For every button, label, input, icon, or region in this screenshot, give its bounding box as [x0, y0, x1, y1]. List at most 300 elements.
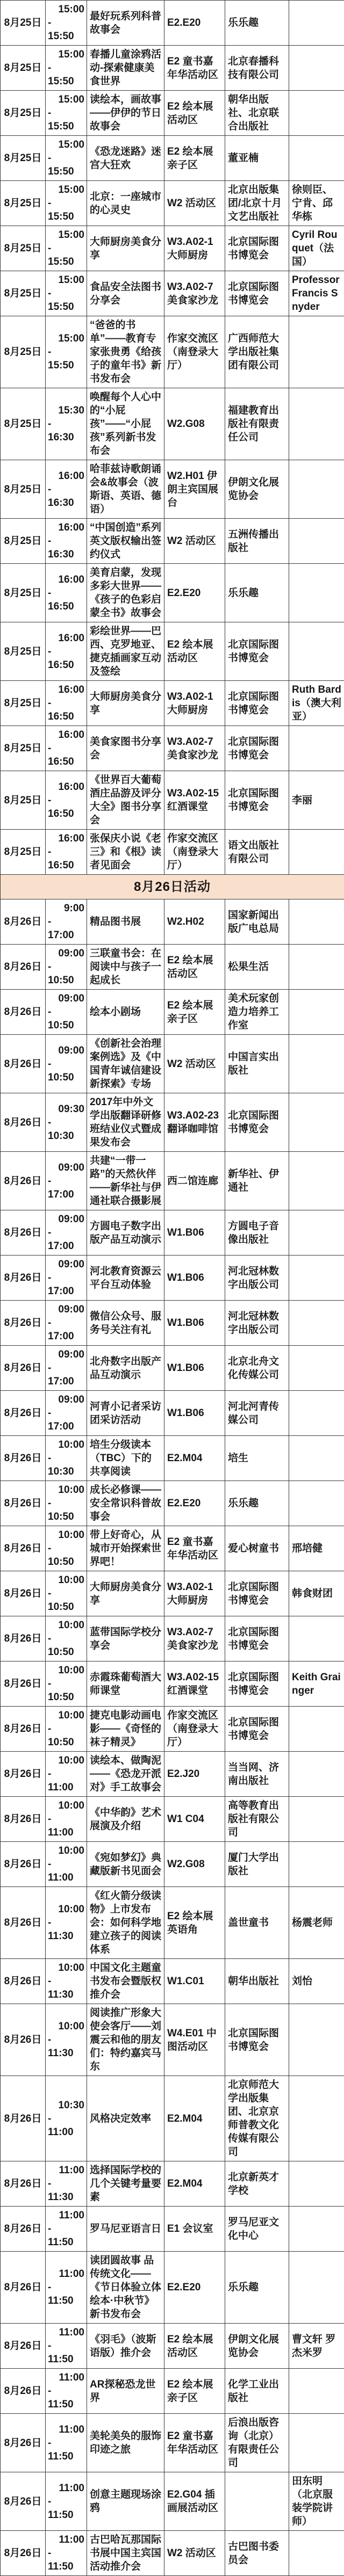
date-cell: 8月26日 — [1, 1616, 46, 1661]
time-end: 10:50 — [48, 1510, 84, 1523]
time-separator: - — [48, 1916, 84, 1929]
time-cell — [46, 1, 87, 46]
time-end: 11:50 — [48, 2294, 84, 2307]
guest-cell: 邢培健 — [289, 1526, 344, 1571]
time-separator: - — [48, 483, 84, 496]
location-cell: W2 活动区 — [164, 1035, 225, 1093]
event-cell: 《中华韵》艺术展演及介绍 — [87, 1797, 164, 1842]
time-separator: - — [48, 1812, 84, 1826]
event-cell: 方圆电子数字出版产品互动演示 — [87, 1210, 164, 1256]
time-end: 11:30 — [48, 2190, 84, 2204]
location-cell: W2.G08 — [164, 1842, 225, 1887]
table-row — [1, 1152, 344, 1210]
organizer-cell: 新华社、伊通社 — [225, 1152, 289, 1210]
guest-cell — [289, 1256, 344, 1301]
time-cell — [46, 1301, 87, 1346]
guest-cell — [289, 1301, 344, 1346]
time-end: 16:50 — [48, 658, 84, 672]
time-end: 17:00 — [48, 1239, 84, 1253]
event-cell: 《红火箭分级读物》上市发布会：如何科学地建立孩子的阅读体系 — [87, 1887, 164, 1959]
time-start: 16:00 — [48, 780, 84, 794]
time-cell — [46, 1616, 87, 1661]
date-cell: 8月25日 — [1, 271, 46, 316]
location-cell: W3.A02-1 大师厨房 — [164, 226, 225, 271]
guest-cell: 杨震老师 — [289, 1887, 344, 1959]
time-separator: - — [48, 2339, 84, 2353]
date-cell: 8月26日 — [1, 1707, 46, 1752]
date-cell: 8月26日 — [1, 1346, 46, 1391]
guest-cell — [289, 46, 344, 91]
time-separator: - — [48, 1975, 84, 1988]
location-cell: W1 C04 — [164, 1797, 225, 1842]
time-start: 09:00 — [48, 1161, 84, 1174]
event-cell: 读团圆故事 品传统文化——《节日体验立体绘本·中秋节》新书发布会 — [87, 2252, 164, 2324]
time-separator: - — [48, 2436, 84, 2450]
location-cell: E2.E20 — [164, 564, 225, 622]
guest-cell — [289, 519, 344, 564]
time-start: 10:00 — [48, 1573, 84, 1587]
time-cell — [46, 1661, 87, 1707]
date-cell: 8月26日 — [1, 899, 46, 945]
time-end: 11:50 — [48, 2450, 84, 2463]
time-cell — [46, 1256, 87, 1301]
time-cell — [46, 564, 87, 622]
time-end: 17:00 — [48, 1375, 84, 1388]
time-end: 10:50 — [48, 1600, 84, 1614]
time-cell — [46, 1887, 87, 1959]
table-row — [1, 945, 344, 990]
date-cell: 8月26日 — [1, 2472, 46, 2531]
time-start: 10:00 — [48, 1709, 84, 1722]
guest-cell — [289, 1707, 344, 1752]
time-start: 15:00 — [48, 138, 84, 151]
organizer-cell: 中国言实出版社 — [225, 1035, 289, 1093]
guest-cell: 刘怡 — [289, 1959, 344, 2004]
organizer-cell: 培生 — [225, 1436, 289, 1481]
date-cell: 8月25日 — [1, 181, 46, 226]
time-start: 15:00 — [48, 3, 84, 16]
organizer-cell: 伊朗文化展览协会 — [225, 460, 289, 519]
time-start: 10:00 — [48, 1664, 84, 1677]
table-row — [1, 726, 344, 771]
time-end: 15:50 — [48, 75, 84, 88]
event-cell: 三联童书会：在阅读中与孩子一起成长 — [87, 945, 164, 990]
time-cell — [46, 990, 87, 1035]
time-end: 17:00 — [48, 1420, 84, 1433]
guest-cell — [289, 945, 344, 990]
organizer-cell: 松果生活 — [225, 945, 289, 990]
time-cell — [46, 1391, 87, 1436]
location-cell: E2 绘本展英语角 — [164, 1887, 225, 1959]
table-row — [1, 1391, 344, 1436]
table-row — [1, 2369, 344, 2414]
time-end: 17:00 — [48, 1188, 84, 1201]
table-row — [1, 1210, 344, 1256]
event-cell: 《宛如梦幻》典藏版新书见面会 — [87, 1842, 164, 1887]
time-start: 16:00 — [48, 683, 84, 696]
table-row — [1, 1301, 344, 1346]
date-cell: 8月26日 — [1, 1301, 46, 1346]
location-cell: W3.A02-1 大师厨房 — [164, 681, 225, 726]
organizer-cell: 罗马尼亚文化中心 — [225, 2207, 289, 2252]
time-cell — [46, 622, 87, 681]
event-cell: 北舟数字出版产品互动演示 — [87, 1346, 164, 1391]
date-cell: 8月26日 — [1, 1797, 46, 1842]
date-cell: 8月25日 — [1, 771, 46, 830]
date-cell: 8月25日 — [1, 622, 46, 681]
date-cell: 8月26日 — [1, 1256, 46, 1301]
organizer-cell: 乐乐趣 — [225, 2252, 289, 2324]
time-separator: - — [48, 1497, 84, 1510]
organizer-cell: 乐乐趣 — [225, 564, 289, 622]
time-cell — [46, 1526, 87, 1571]
organizer-cell: 当当网、济南出版社 — [225, 1752, 289, 1797]
time-separator: - — [48, 61, 84, 75]
time-end: 11:50 — [48, 2236, 84, 2249]
time-cell — [46, 2252, 87, 2324]
time-separator: - — [48, 960, 84, 974]
organizer-cell: 北京国际图书博览会 — [225, 681, 289, 726]
time-start: 09:00 — [48, 1213, 84, 1226]
time-separator: - — [48, 1542, 84, 1555]
time-start: 15:00 — [48, 228, 84, 242]
event-cell: 微信公众号、服务号关注有礼 — [87, 1301, 164, 1346]
date-cell: 8月25日 — [1, 316, 46, 388]
location-cell: 作家交流区（南登录大厅） — [164, 1707, 225, 1752]
time-separator: - — [48, 2112, 84, 2125]
time-end: 15:50 — [48, 120, 84, 133]
time-cell — [46, 1797, 87, 1842]
time-cell — [46, 2207, 87, 2252]
time-start: 10:00 — [48, 1903, 84, 1916]
date-cell: 8月26日 — [1, 1035, 46, 1093]
event-cell: 大师厨房美食分享 — [87, 1571, 164, 1616]
table-row — [1, 2531, 344, 2576]
time-cell — [46, 1152, 87, 1210]
event-cell: 罗马尼亚语言日 — [87, 2207, 164, 2252]
table-row — [1, 1797, 344, 1842]
guest-cell: 曹文轩 罗杰米罗 — [289, 2324, 344, 2369]
guest-cell — [289, 622, 344, 681]
organizer-cell: 爱心树童书 — [225, 1526, 289, 1571]
time-start: 11:00 — [48, 2481, 84, 2495]
event-cell: 美育启蒙，发现多彩大世界——《孩子的色彩启蒙全书》故事会 — [87, 564, 164, 622]
date-cell: 8月26日 — [1, 2324, 46, 2369]
time-end: 11:50 — [48, 2508, 84, 2522]
location-cell: W4.E01 中图活动区 — [164, 2004, 225, 2076]
time-end: 11:30 — [48, 1988, 84, 2001]
time-end: 10:50 — [48, 1690, 84, 1704]
time-separator: - — [48, 1116, 84, 1129]
event-cell: 蓝带国际学校分享会 — [87, 1616, 164, 1661]
location-cell: W1.B06 — [164, 1391, 225, 1436]
location-cell: E2 童书嘉年华活动区 — [164, 2414, 225, 2472]
time-separator: - — [48, 106, 84, 120]
organizer-cell: 朝华出版社 — [225, 1959, 289, 2004]
table-row — [1, 899, 344, 945]
event-cell: 河青小记者采访团采访活动 — [87, 1391, 164, 1436]
date-cell: 8月26日 — [1, 1210, 46, 1256]
event-cell: 春播儿童涂鸦活动-探索健康美食世界 — [87, 46, 164, 91]
time-end: 16:50 — [48, 859, 84, 872]
time-separator: - — [48, 915, 84, 928]
time-start: 16:00 — [48, 728, 84, 742]
date-cell: 8月26日 — [1, 1152, 46, 1210]
time-start: 9:00 — [48, 902, 84, 915]
table-row — [1, 2076, 344, 2161]
organizer-cell: 盖世童书 — [225, 1887, 289, 1959]
location-cell: E2 童书嘉年华活动区 — [164, 1526, 225, 1571]
location-cell: 作家交流区（南登录大厅） — [164, 830, 225, 875]
organizer-cell: 河北冠林数字出版公司 — [225, 1301, 289, 1346]
time-end: 10:50 — [48, 1071, 84, 1084]
time-separator: - — [48, 845, 84, 859]
time-end: 10:50 — [48, 1019, 84, 1032]
time-end: 17:00 — [48, 1285, 84, 1298]
organizer-cell — [225, 2472, 289, 2531]
event-cell: 选择国际学校的几个关键考量要素 — [87, 2161, 164, 2207]
event-cell: 美轮美奂的服饰印迹之旅 — [87, 2414, 164, 2472]
date-cell: 8月25日 — [1, 91, 46, 136]
event-cell: “爸爸的书单”——教育专家张贵勇《给孩子的童年书》新书发布会 — [87, 316, 164, 388]
time-start: 10:00 — [48, 1844, 84, 1857]
event-cell: 读绘本，画故事——伊伊的节日故事会 — [87, 91, 164, 136]
organizer-cell: 北京国际图书博览会 — [225, 1616, 289, 1661]
date-cell: 8月26日 — [1, 2076, 46, 2161]
guest-cell — [289, 1752, 344, 1797]
time-start: 15:30 — [48, 404, 84, 417]
time-end: 10:50 — [48, 1555, 84, 1569]
guest-cell — [289, 830, 344, 875]
organizer-cell: 北京出版集团/北京十月文艺出版社 — [225, 181, 289, 226]
time-cell — [46, 2531, 87, 2576]
time-cell — [46, 2004, 87, 2076]
section-header-day26: 8月26日活动 — [1, 875, 344, 899]
time-end: 15:50 — [48, 165, 84, 178]
guest-cell — [289, 1, 344, 46]
time-separator: - — [48, 1005, 84, 1019]
organizer-cell: 北京国际图书博览会 — [225, 1707, 289, 1752]
time-end: 11:50 — [48, 2398, 84, 2411]
time-start: 11:00 — [48, 2267, 84, 2281]
time-separator: - — [48, 534, 84, 548]
event-cell: 成长必修课——安全常识科普故事会 — [87, 1481, 164, 1526]
time-start: 10:00 — [48, 2020, 84, 2033]
guest-cell: 田东明（北京服装学院讲师） — [289, 2472, 344, 2531]
event-cell: 大师厨房美食分享 — [87, 226, 164, 271]
date-cell: 8月26日 — [1, 1959, 46, 2004]
organizer-cell: 乐乐趣 — [225, 1481, 289, 1526]
time-start: 16:00 — [48, 832, 84, 845]
location-cell: E2 童书嘉年华活动区 — [164, 46, 225, 91]
organizer-cell: 北京国际图书博览会 — [225, 271, 289, 316]
time-start: 10:00 — [48, 1528, 84, 1542]
guest-cell — [289, 1391, 344, 1436]
guest-cell — [289, 564, 344, 622]
guest-cell — [289, 91, 344, 136]
date-cell: 8月25日 — [1, 460, 46, 519]
table-row — [1, 460, 344, 519]
organizer-cell: 河北冠林数字出版公司 — [225, 1256, 289, 1301]
date-cell: 8月26日 — [1, 2161, 46, 2207]
time-end: 11:00 — [48, 1871, 84, 1884]
table-row — [1, 91, 344, 136]
location-cell: W1.B06 — [164, 1210, 225, 1256]
organizer-cell: 北京国际图书博览会 — [225, 2004, 289, 2076]
time-cell — [46, 46, 87, 91]
location-cell: E2.J20 — [164, 1752, 225, 1797]
time-separator: - — [48, 645, 84, 658]
date-cell: 8月25日 — [1, 1, 46, 46]
time-separator: - — [48, 1406, 84, 1420]
table-row — [1, 2004, 344, 2076]
event-cell: “中国创造”系列英文版权输出签约仪式 — [87, 519, 164, 564]
time-separator: - — [48, 696, 84, 710]
time-cell — [46, 271, 87, 316]
time-separator: - — [48, 1767, 84, 1781]
location-cell: W2 活动区 — [164, 519, 225, 564]
time-separator: - — [48, 1057, 84, 1071]
time-end: 10:30 — [48, 1465, 84, 1478]
time-start: 16:00 — [48, 632, 84, 645]
time-end: 10:50 — [48, 1645, 84, 1659]
time-start: 11:00 — [48, 2371, 84, 2384]
table-row — [1, 1436, 344, 1481]
guest-cell — [289, 1093, 344, 1152]
time-cell — [46, 2472, 87, 2531]
date-cell: 8月26日 — [1, 1752, 46, 1797]
guest-cell — [289, 1436, 344, 1481]
time-end: 10:50 — [48, 1736, 84, 1749]
table-row — [1, 1842, 344, 1887]
time-start: 15:00 — [48, 332, 84, 345]
table-row — [1, 226, 344, 271]
table-row — [1, 136, 344, 181]
time-separator: - — [48, 16, 84, 30]
time-start: 11:00 — [48, 2423, 84, 2436]
time-separator: - — [48, 586, 84, 600]
time-end: 15:50 — [48, 255, 84, 269]
guest-cell: Ruth Bardis（澳大利亚） — [289, 681, 344, 726]
time-start: 15:00 — [48, 273, 84, 287]
guest-cell: Cyril Rouquet（法国） — [289, 226, 344, 271]
guest-cell: Keith Grainger — [289, 1661, 344, 1707]
date-cell: 8月25日 — [1, 136, 46, 181]
location-cell: W3.A02-15 红酒课堂 — [164, 1661, 225, 1707]
time-cell — [46, 460, 87, 519]
location-cell: E2 绘本展活动区 — [164, 945, 225, 990]
time-start: 11:00 — [48, 2326, 84, 2339]
event-cell: 精品图书展 — [87, 899, 164, 945]
event-cell: 最好玩系列科普故事会 — [87, 1, 164, 46]
event-cell: 绘本小剧场 — [87, 990, 164, 1035]
time-separator: - — [48, 2281, 84, 2294]
time-separator: - — [48, 1271, 84, 1285]
time-end: 17:00 — [48, 928, 84, 942]
table-row — [1, 1887, 344, 1959]
table-row — [1, 1661, 344, 1707]
event-cell: 《世界百大葡萄酒庄品游及评分大全》图书分享会 — [87, 771, 164, 830]
location-cell: E2 绘本展活动区 — [164, 2324, 225, 2369]
time-separator: - — [48, 1677, 84, 1690]
time-separator: - — [48, 2384, 84, 2398]
time-separator: - — [48, 1857, 84, 1871]
time-separator: - — [48, 2222, 84, 2236]
organizer-cell: 语文出版社有限公司 — [225, 830, 289, 875]
time-cell — [46, 1035, 87, 1093]
schedule-table-body — [1, 1, 344, 2576]
guest-cell — [289, 1346, 344, 1391]
location-cell: W3.A02-7 美食家沙龙 — [164, 726, 225, 771]
time-end: 15:50 — [48, 359, 84, 372]
time-cell — [46, 1436, 87, 1481]
time-cell — [46, 830, 87, 875]
table-row — [1, 564, 344, 622]
time-separator: - — [48, 1316, 84, 1330]
location-cell: E2 绘本展活动区 — [164, 91, 225, 136]
organizer-cell: 北京国际图书博览会 — [225, 1571, 289, 1616]
date-cell: 8月25日 — [1, 46, 46, 91]
time-end: 16:50 — [48, 710, 84, 723]
location-cell: E2 绘本展活动区 — [164, 622, 225, 681]
location-cell: E1 会议室 — [164, 2207, 225, 2252]
time-separator: - — [48, 197, 84, 210]
date-cell: 8月26日 — [1, 1526, 46, 1571]
date-cell: 8月25日 — [1, 681, 46, 726]
event-cell: 2017年中外文学出版翻译研修班结业仪式暨成果发布会 — [87, 1093, 164, 1152]
time-cell — [46, 1842, 87, 1887]
organizer-cell: 北京北舟文化传媒公司 — [225, 1346, 289, 1391]
organizer-cell: 北京国际图书博览会 — [225, 1661, 289, 1707]
event-cell: 培生分级读本（TBC）下的共享阅读 — [87, 1436, 164, 1481]
location-cell: E2 绘本展亲子区 — [164, 136, 225, 181]
organizer-cell: 福建教育出版社有限责任公司 — [225, 388, 289, 460]
time-cell — [46, 316, 87, 388]
table-row — [1, 1093, 344, 1152]
organizer-cell: 高等教育出版社有限公司 — [225, 1797, 289, 1842]
event-cell: 共建“一带一路”的天然伙伴——新华社与伊通社联合摄影展 — [87, 1152, 164, 1210]
time-start: 09:00 — [48, 1044, 84, 1057]
organizer-cell: 董亚楠 — [225, 136, 289, 181]
event-cell: 带上好奇心，从城市开始探索世界吧！ — [87, 1526, 164, 1571]
time-separator: - — [48, 1174, 84, 1188]
event-cell: 创意主题现场涂鸦 — [87, 2472, 164, 2531]
time-start: 11:00 — [48, 2533, 84, 2546]
time-cell — [46, 1346, 87, 1391]
table-row — [1, 1346, 344, 1391]
table-row — [1, 519, 344, 564]
guest-cell — [289, 1210, 344, 1256]
time-cell — [46, 681, 87, 726]
location-cell: E2 绘本展亲子区 — [164, 2369, 225, 2414]
table-row — [1, 1616, 344, 1661]
location-cell: E2.M04 — [164, 1436, 225, 1481]
date-cell: 8月26日 — [1, 990, 46, 1035]
time-start: 10:00 — [48, 1438, 84, 1452]
guest-cell — [289, 2252, 344, 2324]
time-cell — [46, 2324, 87, 2369]
time-start: 10:00 — [48, 1961, 84, 1975]
table-row — [1, 388, 344, 460]
date-cell: 8月26日 — [1, 2414, 46, 2472]
location-cell: W1.B06 — [164, 1256, 225, 1301]
table-row — [1, 46, 344, 91]
time-end: 16:50 — [48, 755, 84, 768]
guest-cell — [289, 1481, 344, 1526]
location-cell: E2.M04 — [164, 2076, 225, 2161]
event-cell: 张保庆小说《老三》和《根》读者见面会 — [87, 830, 164, 875]
organizer-cell: 美术玩家创造力培养工作室 — [225, 990, 289, 1035]
